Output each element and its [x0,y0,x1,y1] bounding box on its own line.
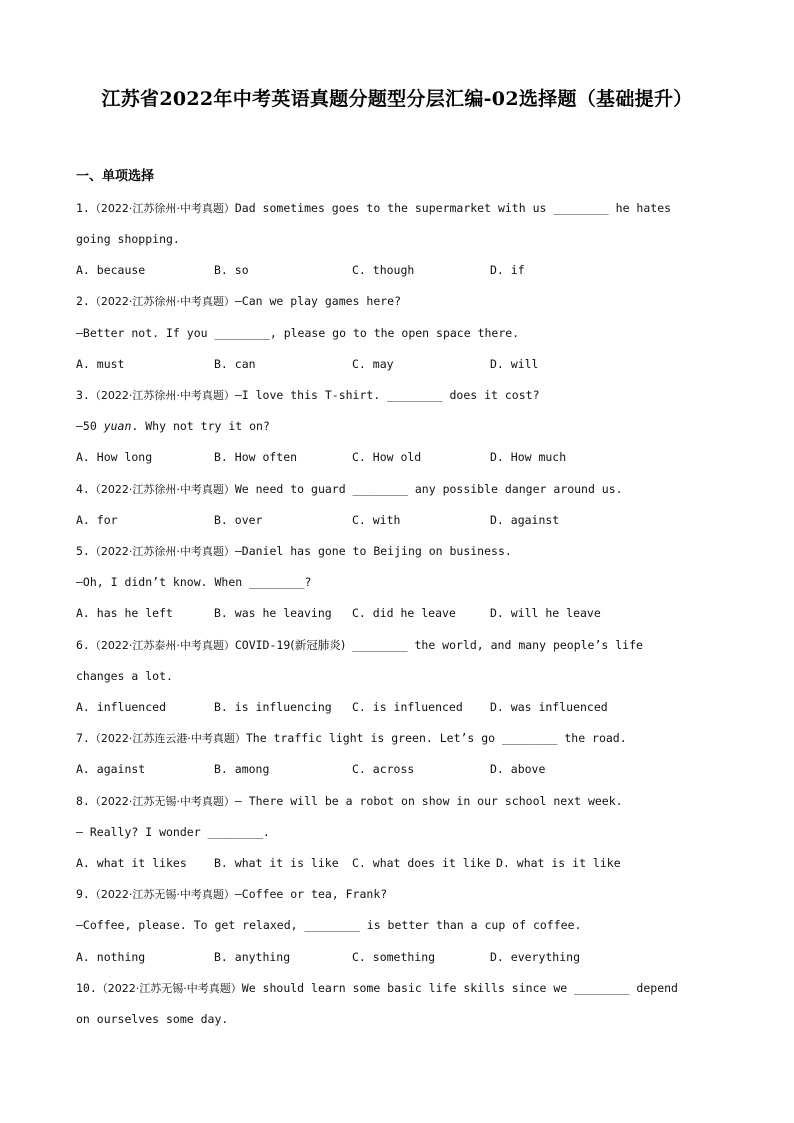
question-source: （2022·江苏无锡·中考真题） [89,795,235,808]
option-a: A. because [76,263,146,277]
question-source: （2022·江苏徐州·中考真题） [89,295,235,308]
option-d: D. what is it like [496,856,621,870]
question-9-stem [76,886,387,903]
question-3-stem [76,387,540,404]
question-source: （2022·江苏徐州·中考真题） [89,389,235,402]
question-source: （2022·江苏无锡·中考真题） [89,888,235,901]
question-number: 8. [76,794,90,808]
section-heading: 一、单项选择 [76,169,155,184]
question-8-stem-cont: — Really? I wonder ________. [76,825,270,839]
option-a: A. nothing [76,950,146,964]
question-number: 9. [76,887,90,901]
answer-text: —50 [76,419,104,433]
option-a: A. How long [76,450,153,464]
question-2-stem [76,293,401,310]
question-text: We should learn some basic life skills since we ________ depend [241,981,678,995]
question-number: 1. [76,201,90,215]
option-c: C. something [352,950,436,964]
question-source: （2022·江苏徐州·中考真题） [89,545,235,558]
chinese-gloss: (新冠肺炎) [290,638,346,652]
question-source: （2022·江苏连云港·中考真题） [89,732,246,745]
question-10-stem [76,980,678,997]
question-text: The traffic light is green. Let’s go ________ the road. [245,731,627,745]
question-number: 10. [76,981,97,995]
question-text: —Can we play games here? [234,294,402,308]
option-b: B. so [214,263,249,277]
option-b: B. anything [214,950,291,964]
option-b: B. what it is like [214,856,339,870]
option-c: C. what does it like [352,856,491,870]
option-d: D. if [490,263,525,277]
question-2-stem-cont: —Better not. If you ________, please go to the open space there. [76,326,520,340]
question-source: （2022·江苏徐州·中考真题） [89,202,235,215]
option-c: C. How old [352,450,422,464]
question-text: —I love this T-shirt. ________ does it cost? [234,388,540,402]
question-1-stem [76,200,671,217]
question-6-stem-cont: changes a lot. [76,669,173,683]
question-number: 2. [76,294,90,308]
option-c: C. may [352,357,394,371]
answer-text: . Why not try it on? [131,419,270,433]
question-number: 3. [76,388,90,402]
option-d: D. above [490,762,546,776]
question-3-stem-cont [76,418,270,434]
page-title: 江苏省2022年中考英语真题分题型分层汇编-02选择题（基础提升） [101,88,693,110]
question-text: — There will be a robot on show in our school next week. [234,794,623,808]
question-text: COVID-19 [234,638,291,652]
question-text: —Daniel has gone to Beijing on business. [234,544,512,558]
option-c: C. across [352,762,415,776]
option-a: A. influenced [76,700,167,714]
question-10-stem-cont: on ourselves some day. [76,1012,229,1026]
question-9-stem-cont: —Coffee, please. To get relaxed, ________ is better than a cup of coffee. [76,918,582,932]
option-a: A. for [76,513,118,527]
question-text: We need to guard ________ any possible danger around us. [234,482,623,496]
option-b: B. among [214,762,270,776]
option-d: D. everything [490,950,581,964]
option-d: D. was influenced [490,700,608,714]
question-7-stem [76,730,627,747]
question-1-stem-cont: going shopping. [76,232,180,246]
question-4-stem [76,481,623,498]
option-c: C. with [352,513,401,527]
question-6-stem [76,637,643,654]
question-text: ________ the world, and many people’s life [345,638,643,652]
option-c: C. though [352,263,415,277]
option-b: B. over [214,513,263,527]
option-b: B. was he leaving [214,606,332,620]
question-text: —Coffee or tea, Frank? [234,887,388,901]
question-number: 6. [76,638,90,652]
question-5-stem [76,543,512,560]
italic-word: yuan [103,419,132,433]
question-source: （2022·江苏徐州·中考真题） [89,483,235,496]
question-text: Dad sometimes goes to the supermarket with us ________ he hates [234,201,672,215]
option-b: B. can [214,357,256,371]
question-number: 7. [76,731,90,745]
question-source: （2022·江苏无锡·中考真题） [96,982,242,995]
option-d: D. will [490,357,539,371]
option-a: A. must [76,357,125,371]
option-d: D. How much [490,450,567,464]
option-c: C. is influenced [352,700,463,714]
option-c: C. did he leave [352,606,456,620]
option-d: D. against [490,513,560,527]
question-8-stem [76,793,623,810]
question-number: 5. [76,544,90,558]
option-b: B. How often [214,450,298,464]
option-d: D. will he leave [490,606,601,620]
question-5-stem-cont: —Oh, I didn’t know. When ________? [76,575,312,589]
question-source: （2022·江苏泰州·中考真题） [89,639,235,652]
option-b: B. is influencing [214,700,332,714]
question-number: 4. [76,482,90,496]
option-a: A. against [76,762,146,776]
option-a: A. has he left [76,606,173,620]
option-a: A. what it likes [76,856,187,870]
